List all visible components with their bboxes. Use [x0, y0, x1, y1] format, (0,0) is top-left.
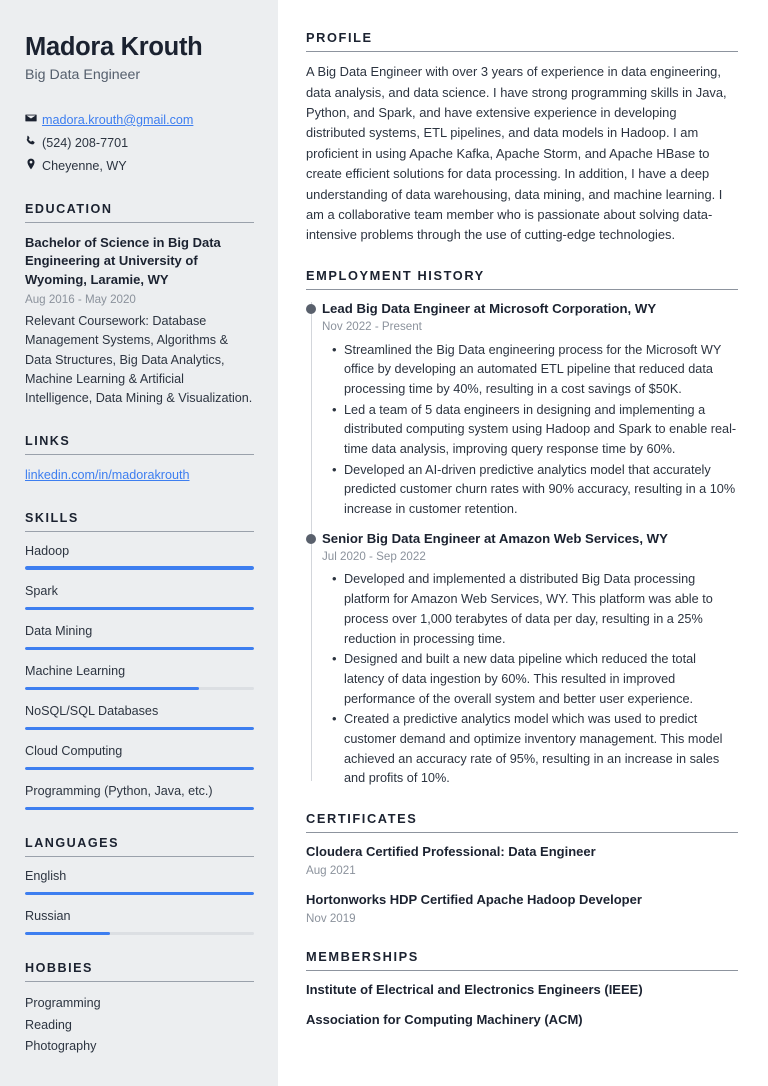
job-entry	[322, 300, 738, 520]
job-entry	[322, 530, 738, 789]
profile-heading: PROFILE	[306, 30, 373, 45]
skill-label: Spark	[25, 583, 58, 598]
certificate-date: Aug 2021	[306, 864, 356, 878]
skills-divider	[25, 531, 254, 532]
membership-item: Institute of Electrical and Electronics Engineers (IEEE)	[306, 982, 643, 998]
section-education	[25, 202, 254, 408]
job-bullet: • Developed and implemented a distributed Big Data processing platform for Amazon Web Services, WY. This platform was able to process over 1,000 terabytes of data per day, resulting in a 25% reduction in processing time.	[344, 570, 738, 649]
phone-value: (524) 208-7701	[42, 136, 129, 151]
education-heading: EDUCATION	[25, 201, 113, 216]
contact-list	[25, 111, 254, 176]
skill-bar-fill	[25, 607, 254, 610]
timeline-dot-icon	[306, 534, 316, 544]
job-bullets	[322, 570, 738, 789]
skill-label: Data Mining	[25, 623, 93, 638]
skill-bar-track	[25, 687, 254, 690]
skills-heading: SKILLS	[25, 510, 79, 525]
education-degree: Bachelor of Science in Big Data Engineering at University of Wyoming, Laramie, WY	[25, 234, 221, 288]
section-languages	[25, 836, 254, 935]
skill-label: Programming (Python, Java, etc.)	[25, 783, 213, 798]
employment-heading: EMPLOYMENT HISTORY	[306, 267, 485, 283]
skill-label: Cloud Computing	[25, 743, 123, 758]
job-title-subtitle: Big Data Engineer	[25, 67, 141, 84]
skill-bar-track	[25, 607, 254, 610]
employment-divider	[306, 289, 738, 290]
languages-heading: LANGUAGES	[25, 835, 119, 850]
certificate-title: Cloudera Certified Professional: Data Engineer	[306, 844, 596, 860]
skill-bar-fill	[25, 807, 254, 810]
skill-item	[25, 583, 254, 610]
email-link[interactable]: madora.krouth@gmail.com	[42, 112, 194, 127]
job-bullets	[322, 341, 738, 520]
section-profile	[306, 30, 738, 246]
phone-icon	[25, 135, 42, 147]
contact-email[interactable]	[25, 111, 254, 129]
section-hobbies	[25, 961, 254, 1058]
certificate-item	[306, 891, 738, 927]
job-date: Nov 2022 - Present	[322, 320, 422, 334]
language-label: Russian	[25, 908, 71, 923]
language-item	[25, 908, 254, 935]
section-certificates	[306, 811, 738, 927]
language-label: English	[25, 868, 67, 883]
map-pin-icon	[25, 158, 42, 170]
contact-phone	[25, 134, 254, 152]
skill-label: Hadoop	[25, 543, 70, 558]
profile-text: A Big Data Engineer with over 3 years of experience in data engineering, data analysis, and data science. I have strong programming skills in Java, Python, and Spark, and have extensive experience in developing distributed systems, ETL pipelines, and data models in Hadoop. I am proficient in using Apache Kafka, Apache Storm, and Apache HBase to create efficient solutions for data processing. In addition, I have a deep understanding of data warehousing, data mining, and machine learning. I am a collaborative team member who is passionate about solving data-intensive problems through the use of cutting-edge technologies.	[306, 64, 727, 243]
job-bullet: • Led a team of 5 data engineers in designing and implementing a distributed computing system using Hadoop and Spark to enable real-time data analysis, improving query response time by 60%.	[344, 401, 738, 460]
skill-item	[25, 743, 254, 770]
certificates-divider	[306, 832, 738, 833]
skill-item	[25, 543, 254, 570]
job-date: Jul 2020 - Sep 2022	[322, 550, 426, 564]
skill-item	[25, 663, 254, 690]
job-bullet: • Created a predictive analytics model which was used to predict customer demand and optimize inventory management. This model achieved an accuracy rate of 95%, resulting in an increase in sales and profits of 10%.	[344, 710, 738, 789]
hobby-item: Programming	[25, 996, 101, 1010]
language-item	[25, 868, 254, 895]
education-description: Relevant Coursework: Database Management Systems, Algorithms & Data Structures, Big Data Analytics, Machine Learning & Artificial Intelligence, Data Mining & Visualization.	[25, 314, 253, 405]
profile-divider	[306, 51, 738, 52]
job-role: Senior Big Data Engineer at Amazon Web Services, WY	[322, 530, 668, 546]
skill-label: Machine Learning	[25, 663, 126, 678]
skill-item	[25, 783, 254, 810]
membership-item: Association for Computing Machinery (ACM)	[306, 1012, 583, 1028]
hobbies-divider	[25, 981, 254, 982]
language-bar-fill	[25, 932, 110, 935]
skill-item	[25, 703, 254, 730]
job-role: Lead Big Data Engineer at Microsoft Corporation, WY	[322, 300, 657, 316]
skill-label: NoSQL/SQL Databases	[25, 703, 159, 718]
skill-bar-fill	[25, 647, 254, 650]
envelope-icon	[25, 112, 42, 124]
location-value: Cheyenne, WY	[42, 159, 127, 174]
section-employment	[306, 268, 738, 789]
section-links	[25, 434, 254, 485]
job-bullet: • Streamlined the Big Data engineering process for the Microsoft WY office by developing an automated ETL pipeline that reduced data processing time by 40%, resulting in a cost savings of $50K.	[344, 341, 738, 400]
skill-bar-track	[25, 647, 254, 650]
page-title: Madora Krouth	[25, 33, 203, 61]
education-date: Aug 2016 - May 2020	[25, 293, 136, 307]
skill-bar-fill	[25, 767, 254, 770]
job-bullet: • Developed an AI-driven predictive analytics model that accurately predicted customer churn rates with 90% accuracy, resulting in a 10% increase in customer retention.	[344, 461, 738, 520]
section-skills	[25, 511, 254, 810]
memberships-divider	[306, 970, 738, 971]
hobbies-heading: HOBBIES	[25, 961, 93, 975]
skill-bar-track	[25, 566, 254, 569]
certificates-heading: CERTIFICATES	[306, 811, 418, 827]
education-divider	[25, 222, 254, 223]
main-content	[278, 0, 768, 1086]
skill-bar-fill	[25, 727, 254, 730]
certificate-title: Hortonworks HDP Certified Apache Hadoop Developer	[306, 891, 642, 907]
certificate-item	[306, 843, 738, 879]
skill-bar-track	[25, 767, 254, 770]
skill-bar-fill	[25, 566, 254, 569]
sidebar	[0, 0, 278, 1086]
job-bullet: • Designed and built a new data pipeline which reduced the total latency of data ingestion by 60%. This resulted in improved performance of the overall system and better user experience.	[344, 650, 738, 709]
skill-item	[25, 623, 254, 650]
certificate-date: Nov 2019	[306, 911, 356, 925]
hobby-item: Photography	[25, 1039, 97, 1054]
language-bar-fill	[25, 892, 254, 895]
link-item[interactable]: linkedin.com/in/madorakrouth	[25, 467, 190, 482]
contact-location	[25, 157, 254, 175]
language-bar-track	[25, 892, 254, 895]
languages-divider	[25, 856, 254, 857]
links-divider	[25, 454, 254, 455]
skill-bar-fill	[25, 687, 199, 690]
links-heading: LINKS	[25, 433, 71, 448]
skill-bar-track	[25, 807, 254, 810]
language-bar-track	[25, 932, 254, 935]
employment-timeline	[306, 300, 738, 789]
memberships-heading: MEMBERSHIPS	[306, 949, 419, 965]
hobby-item: Reading	[25, 1017, 72, 1032]
skill-bar-track	[25, 727, 254, 730]
section-memberships	[306, 949, 738, 1030]
timeline-dot-icon	[306, 304, 316, 314]
